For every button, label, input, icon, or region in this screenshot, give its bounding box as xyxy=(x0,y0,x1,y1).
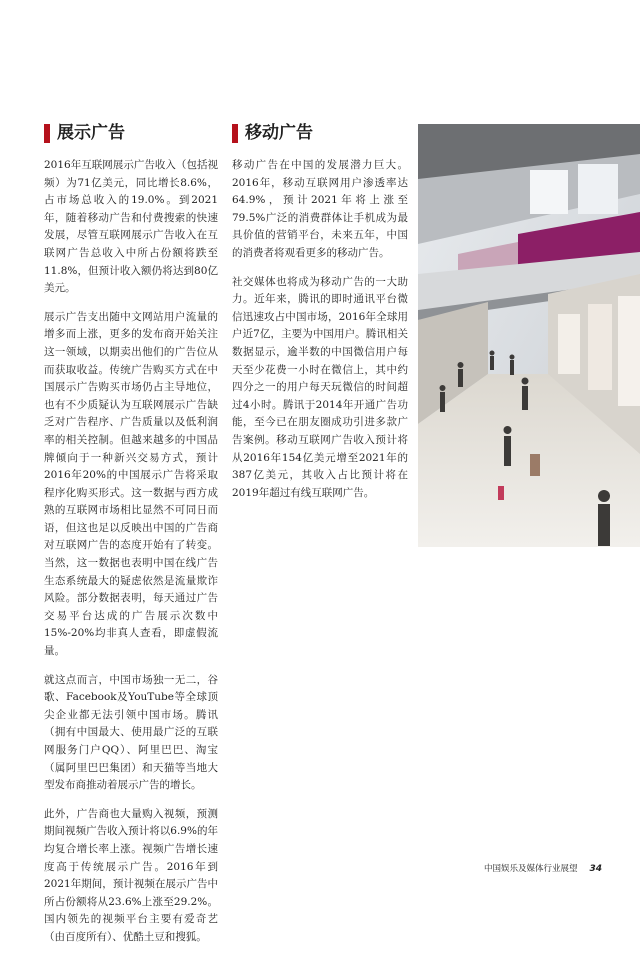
page-footer xyxy=(484,862,602,874)
display-ads-heading xyxy=(44,122,218,144)
display-ads-column xyxy=(44,122,218,958)
page-number: 34 xyxy=(589,864,602,874)
footer-report-title: 中国娱乐及媒体行业展望 xyxy=(483,864,578,874)
display-ads-title: 展示广告 xyxy=(57,123,125,143)
display-ads-paragraph: 展示广告支出随中文网站用户流量的增多而上涨，更多的发布商开始关注这一领域，以期卖出他们的广告位从而获取收益。传统广告购买方式在中国展示广告购买市场仍占主导地位，也有不少质疑认为互联网展示广告缺乏对广告程序、广告质量以及低利润率的相关控制。但越来越多的中国品牌倾向于一种新兴交易方式，预计2016年20%的中国展示广告将采取程序化购买形式。这一数据与西方成熟的互联网市场相比显然不可同日而语，但这也足以反映出中国的广告商对互联网广告的态度开始有了转变。当然，这一数据也表明中国在线广告生态系统最大的疑虑依然是流量欺诈风险。部分数据表明，每天通过广告交易平台达成的广告展示次数中15%-20%均非真人查看，即虚假流量。 xyxy=(44,310,218,658)
display-ads-paragraph: 就这点而言，中国市场独一无二，谷歌、Facebook及YouTube等全球顶尖企业都无法引领中国市场。腾讯（拥有中国最大、使用最广泛的互联网服务门户QQ）、阿里巴巴、淘宝（属阿里巴巴集团）和天猫等当地大型发布商推动着展示广告的增长。 xyxy=(44,673,218,792)
mobile-ads-column xyxy=(232,122,408,513)
mobile-ads-paragraph: 移动广告在中国的发展潜力巨大。2016年，移动互联网用户渗透率达64.9%，预计2021年将上涨至79.5%广泛的消费群体让手机成为最具价值的营销平台，未来五年，中国的消费者将观看更多的移动广告。 xyxy=(232,159,408,259)
heading-accent-bar xyxy=(44,124,50,143)
heading-accent-bar xyxy=(232,124,238,143)
mobile-ads-title: 移动广告 xyxy=(245,123,313,143)
shopping-mall-photo xyxy=(418,124,640,547)
mobile-ads-paragraph: 社交媒体也将成为移动广告的一大助力。近年来，腾讯的即时通讯平台微信迅速攻占中国市场，2016年全球用户近7亿，主要为中国用户。腾讯相关数据显示，逾半数的中国微信用户每天至少花费一小时在微信上，其中约四分之一的用户每天玩微信的时间超过4小时。腾讯于2014年开通广告功能，至今已在朋友圈成功引进多款广告案例。移动互联网广告收入预计将从2016年154亿美元增至2021年的387亿美元，其收入占比预计将在2019年超过有线互联网广告。 xyxy=(232,275,408,499)
display-ads-paragraph: 此外，广告商也大量购入视频，预测期间视频广告收入预计将以6.9%的年均复合增长率上涨。视频广告增长速度高于传统展示广告。2016年到2021年期间，预计视频在展示广告中所占份额将从23.6%上涨至29.2%。国内领先的视频平台主要有爱奇艺（由百度所有）、优酷土豆和搜狐。 xyxy=(44,807,218,943)
display-ads-paragraph: 2016年互联网展示广告收入（包括视频）为71亿美元，同比增长8.6%，占市场总收入的19.0%。到2021年，随着移动广告和付费搜索的快速发展，尽管互联网展示广告收入在互联网广告总收入中所占份额将跌至11.8%，但预计收入额仍将达到80亿美元。 xyxy=(44,159,218,295)
mobile-ads-heading xyxy=(232,122,408,144)
